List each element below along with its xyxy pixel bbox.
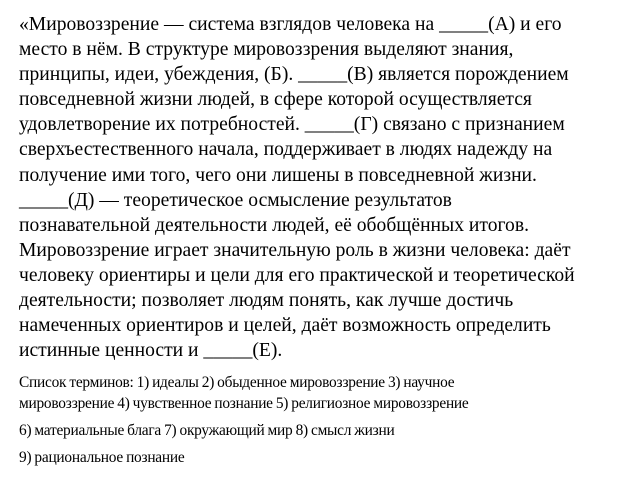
passage-line: Мировоззрение играет значительную роль в жизни человека: даёт <box>19 239 571 261</box>
passage-line: принципы, идеи, убеждения, (Б). _____(В) является порождением <box>19 64 569 86</box>
term-list-line: 9) рациональное познание <box>19 449 185 467</box>
passage-line: _____(Д) — теоретическое осмысление результатов <box>19 189 452 211</box>
passage-line: истинные ценности и _____(Е). <box>19 340 283 362</box>
passage-line: сверхъестественного начала, поддерживает в людях надежду на <box>19 139 553 161</box>
passage-line: человеку ориентиры и цели для его практической и теоретической <box>19 264 575 286</box>
passage-line: удовлетворение их потребностей. _____(Г) связано с признанием <box>19 114 565 136</box>
passage-line: намеченных ориентиров и целей, даёт возможность определить <box>19 315 551 337</box>
passage-line: «Мировоззрение — система взглядов человека на _____(А) и его <box>19 14 562 35</box>
passage-line: место в нём. В структуре мировоззрения выделяют знания, <box>19 39 514 61</box>
passage-line: деятельности; позволяет людям понять, как лучше достичь <box>19 290 514 312</box>
passage-line: получение ими того, чего они лишены в повседневной жизни. <box>19 164 537 186</box>
term-list-line: мировоззрение 4) чувственное познание 5) религиозное мировоззрение <box>19 395 469 413</box>
term-list-line: Список терминов: 1) идеалы 2) обыденное мировоззрение 3) научное <box>19 374 455 392</box>
term-list <box>19 372 625 468</box>
task-document <box>19 12 625 468</box>
passage-line: повседневной жизни людей, в сфере которой осуществляется <box>19 89 532 111</box>
term-list-line: 6) материальные блага 7) окружающий мир 8) смысл жизни <box>19 422 395 440</box>
passage-line: познавательной деятельности людей, её обобщённых итогов. <box>19 214 529 236</box>
passage-text <box>19 12 625 363</box>
